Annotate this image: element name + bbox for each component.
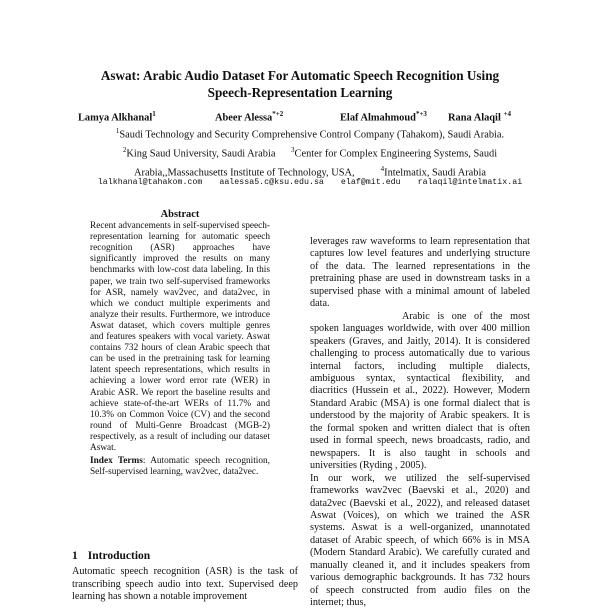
title-line-1: Aswat: Arabic Audio Dataset For Automatic Speech Recognition Using — [100, 68, 500, 83]
section-heading: 1 Introduction — [72, 550, 151, 562]
affiliation-line-2: $^2$King Saud University, Saudi Arabia $^3$Center for Complex Engineering Systems, Saudi — [122, 145, 498, 160]
right-column-text — [310, 236, 530, 610]
author-3: Elaf Almahmoud$^{*+3}$ — [340, 110, 427, 124]
paragraph-2: Arabic is one of the most spoken languages worldwide, with over 400 million speakers (Graves, and Jaitly, 2014). It is considered challenging to process automatically due to various internal factors, including multiple dialects, ambiguous syntax, syntactical flexibility, and diacritics (Hussein et al., 2022). However, Modern Standard Arabic (MSA) is one formal dialect that is understood by the majority of Arabic speakers. It is the formal spoken and written dialect that is often used in formal speech, news broadcasts, radio, and newspapers. It is also taught in schools and universities (Ryding , 2005). — [310, 310, 530, 472]
introduction-body: Automatic speech recognition (ASR) is the task of transcribing speech audio into text. Supervised deep learning has shown a notable improvement — [72, 565, 298, 603]
email-4: ralaqil@intelmatix.ai — [417, 178, 523, 187]
author-emails — [60, 178, 560, 187]
paper-title — [40, 67, 560, 101]
email-2: aalessa5.c@ksu.edu.sa — [219, 178, 324, 187]
index-terms — [90, 456, 270, 478]
author-4: Rana Alaqil $^{+4}$ — [448, 110, 511, 124]
introduction-section — [72, 550, 298, 604]
email-1: lalkhanal@tahakom.com — [97, 178, 203, 187]
affiliation-line-1: $^1$Saudi Technology and Security Comprehensive Control Company (Tahakom), Saudi Arabia. — [115, 127, 505, 141]
email-3: elaf@mit.edu — [340, 178, 401, 187]
index-terms-text: : Automatic speech recognition, Self-supervised learning, wav2vec, data2vec. — [90, 456, 270, 478]
author-2: Abeer Alessa$^{*+2}$ — [215, 110, 284, 124]
index-terms-label: Index Terms — [90, 456, 143, 467]
abstract-section — [90, 209, 270, 478]
affiliation-line-3: Arabia,,Massachusetts Institute of Technology, USA, $^4$Intelmatix, Saudi Arabia — [134, 164, 486, 179]
abstract-heading: Abstract — [160, 209, 200, 220]
affiliations — [60, 124, 560, 181]
abstract-body: Recent advancements in self-supervised speech-representation learning for automatic speech recognition (ASR) approaches have significantly improved the results on many benchmarks with low-cost data labeling. In this paper, we train two self-supervised frameworks for ASR, namely wav2vec, and data2vec, in which we conduct multiple experiments and analyze their results. Furthermore, we introduce Aswat dataset, which covers multiple genres and features speakers with vocal variety. Aswat contains 732 hours of clean Arabic speech that can be used in the pretraining task for learning latent speech representations, which results in achieving a lower word error rate (WER) in Arabic ASR. We report the baseline results and achieve state-of-the-art WERs of 11.7% and 10.3% on Common Voice (CV) and the second round of Multi-Genre Broadcast (MGB-2) respectively, as a result of including our dataset Aswat. — [90, 221, 270, 453]
paragraph-1: leverages raw waveforms to learn representation that captures low level features and underlying structure of the data. The learned representations in the pretraining phase are used in downstream tasks in a supervised phase with a minimal amount of labeled data. — [310, 236, 530, 310]
title-line-2: Speech-Representation Learning — [207, 85, 393, 100]
paragraph-3: In our work, we utilized the self-supervised frameworks wav2vec (Baevski et al., 2020) and data2vec (Baevski et al., 2022), and released dataset Aswat (Voices), on which we trained the ASR systems. Aswat is a well-organized, unannotated dataset of Arabic speech, of which 66% is in MSA (Modern Standard Arabic). We carefully curated and manually cleaned it, and it includes speakers from various demographic backgrounds. It has 732 hours of speech constructed from audio files on the internet; thus, — [310, 472, 530, 609]
author-1: Lamya Alkhanal$^1$ — [78, 110, 156, 124]
